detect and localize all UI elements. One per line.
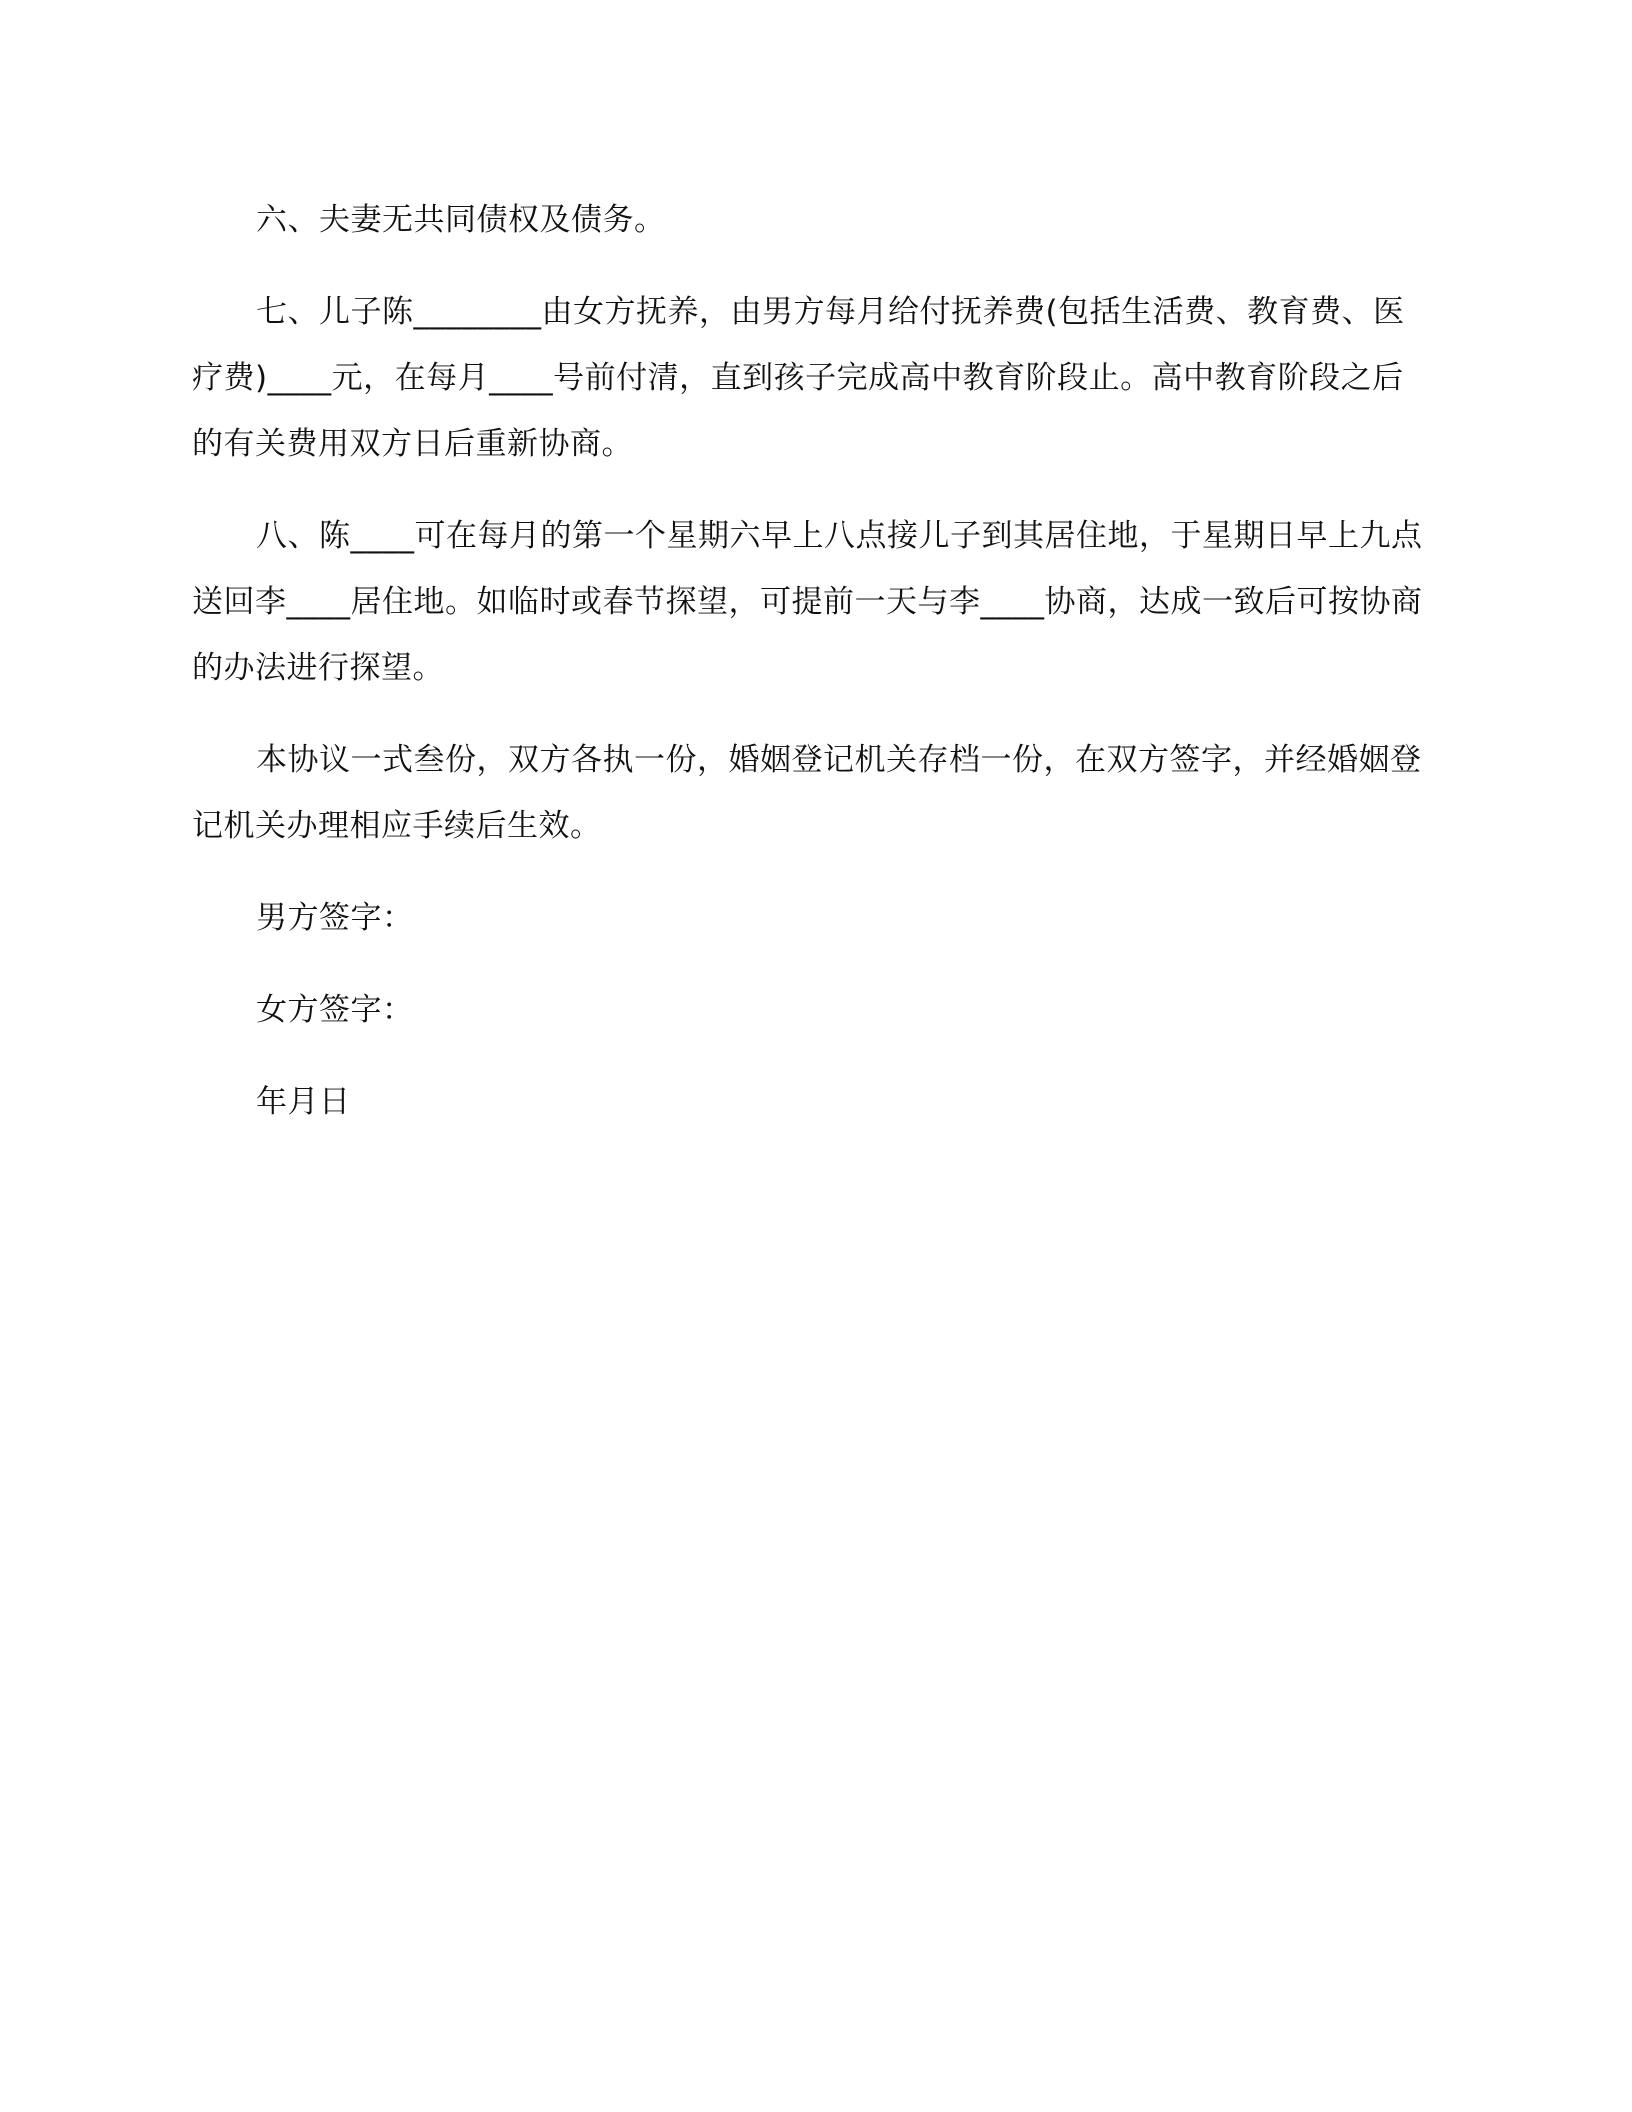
clause-seven: 七、儿子陈________由女方抚养，由男方每月给付抚养费(包括生活费、教育费、医疗费)____元，在每月____号前付清，直到孩子完成高中教育阶段止。高中教育阶段之后的有关费用双方日后重新协商。 (192, 294, 1405, 462)
male-signature-label: 男方签字： (256, 900, 414, 936)
date-label: 年月日 (256, 1084, 351, 1120)
document-body (192, 187, 1432, 1135)
clause-six: 六、夫妻无共同债权及债务。 (256, 202, 666, 238)
female-signature-label: 女方签字： (256, 992, 414, 1028)
agreement-effect-clause: 本协议一式叁份，双方各执一份，婚姻登记机关存档一份，在双方签字，并经婚姻登记机关办理相应手续后生效。 (192, 742, 1422, 844)
clause-eight: 八、陈____可在每月的第一个星期六早上八点接儿子到其居住地，于星期日早上九点送回李____居住地。如临时或春节探望，可提前一天与李____协商，达成一致后可按协商的办法进行探望。 (192, 518, 1423, 686)
